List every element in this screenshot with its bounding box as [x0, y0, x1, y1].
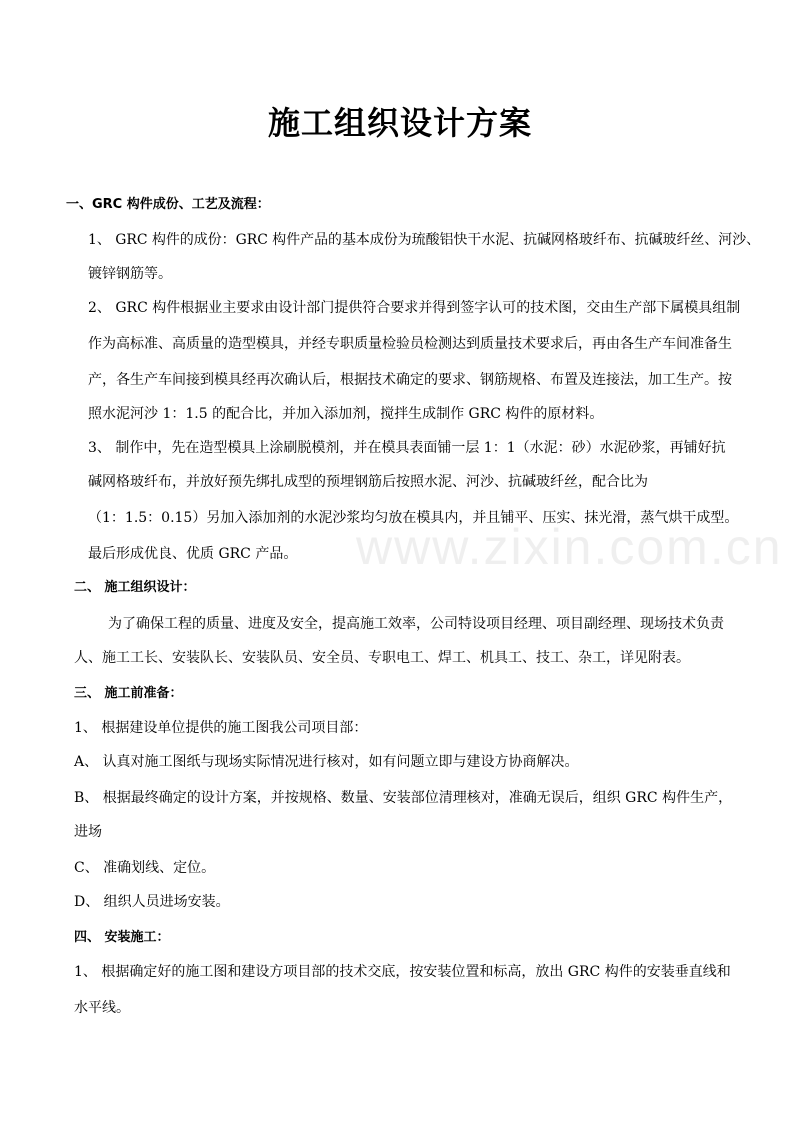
paragraph-line: 最后形成优良、优质 GRC 产品。 — [88, 546, 298, 562]
paragraph-line: 为了确保工程的质量、进度及安全，提高施工效率，公司特设项目经理、项目副经理、现场技术负责 — [108, 616, 724, 632]
list-item-d: D、 组织人员进场安装。 — [74, 894, 230, 910]
paragraph-line: 1、 GRC 构件的成份：GRC 构件产品的基本成份为琉酸铝快干水泥、抗碱网格玻纤布、抗碱玻纤丝、河沙、 — [88, 232, 761, 248]
paragraph-line: 人、施工工长、安装队长、安装队员、安全员、专职电工、焊工、机具工、技工、杂工，详见附表。 — [74, 650, 690, 666]
section-heading-3: 三、 施工前准备： — [74, 686, 183, 701]
list-item-c: C、 准确划线、定位。 — [74, 860, 216, 876]
section-heading-2: 二、 施工组织设计： — [74, 580, 196, 595]
paragraph-line: 产，各生产车间接到模具经再次确认后，根据技术确定的要求、钢筋规格、布置及连接法，加工生产。按 — [88, 372, 732, 388]
watermark-text: www.zixin.com.cn — [356, 519, 783, 575]
paragraph-line: 照水泥河沙 1：1.5 的配合比，并加入添加剂，搅拌生成制作 GRC 构件的原材料。 — [88, 406, 604, 422]
list-item-b: B、 根据最终确定的设计方案，并按规格、数量、安装部位清理核对，准确无误后，组织 GRC 构件生产， — [74, 790, 733, 806]
section-heading-4: 四、 安装施工： — [74, 930, 170, 945]
paragraph-line: 镀锌钢筋等。 — [88, 266, 172, 282]
section-heading-1: 一、GRC 构件成份、工艺及流程： — [66, 197, 270, 212]
paragraph-line: 1、 根据确定好的施工图和建设方项目部的技术交底，按安装位置和标高，放出 GRC 构件的安装垂直线和 — [74, 964, 731, 980]
list-item-a: A、 认真对施工图纸与现场实际情况进行核对，如有问题立即与建设方协商解决。 — [74, 754, 579, 770]
paragraph-line: 碱网格玻纤布，并放好预先绑扎成型的预埋钢筋后按照水泥、河沙、抗碱玻纤丝，配合比为 — [88, 474, 648, 490]
paragraph-line: （1：1.5：0.15）另加入添加剂的水泥沙浆均匀放在模具内，并且铺平、压实、抹光滑，蒸气烘干成型。 — [88, 510, 739, 526]
paragraph-line: 水平线。 — [74, 1000, 130, 1016]
document-title: 施工组织设计方案 — [267, 104, 532, 142]
paragraph-line: 2、 GRC 构件根据业主要求由设计部门提供符合要求并得到签字认可的技术图，交由生产部下属模具组制 — [88, 300, 741, 316]
paragraph-line: 3、 制作中，先在造型模具上涂刷脱模剂，并在模具表面铺一层 1：1（水泥：砂）水泥砂浆，再铺好抗 — [88, 440, 726, 456]
paragraph-line: 作为高标准、高质量的造型模具，并经专职质量检验员检测达到质量技术要求后，再由各生产车间准备生 — [88, 336, 732, 352]
paragraph-line: 进场 — [74, 824, 102, 840]
paragraph-line: 1、 根据建设单位提供的施工图我公司项目部： — [74, 720, 368, 736]
